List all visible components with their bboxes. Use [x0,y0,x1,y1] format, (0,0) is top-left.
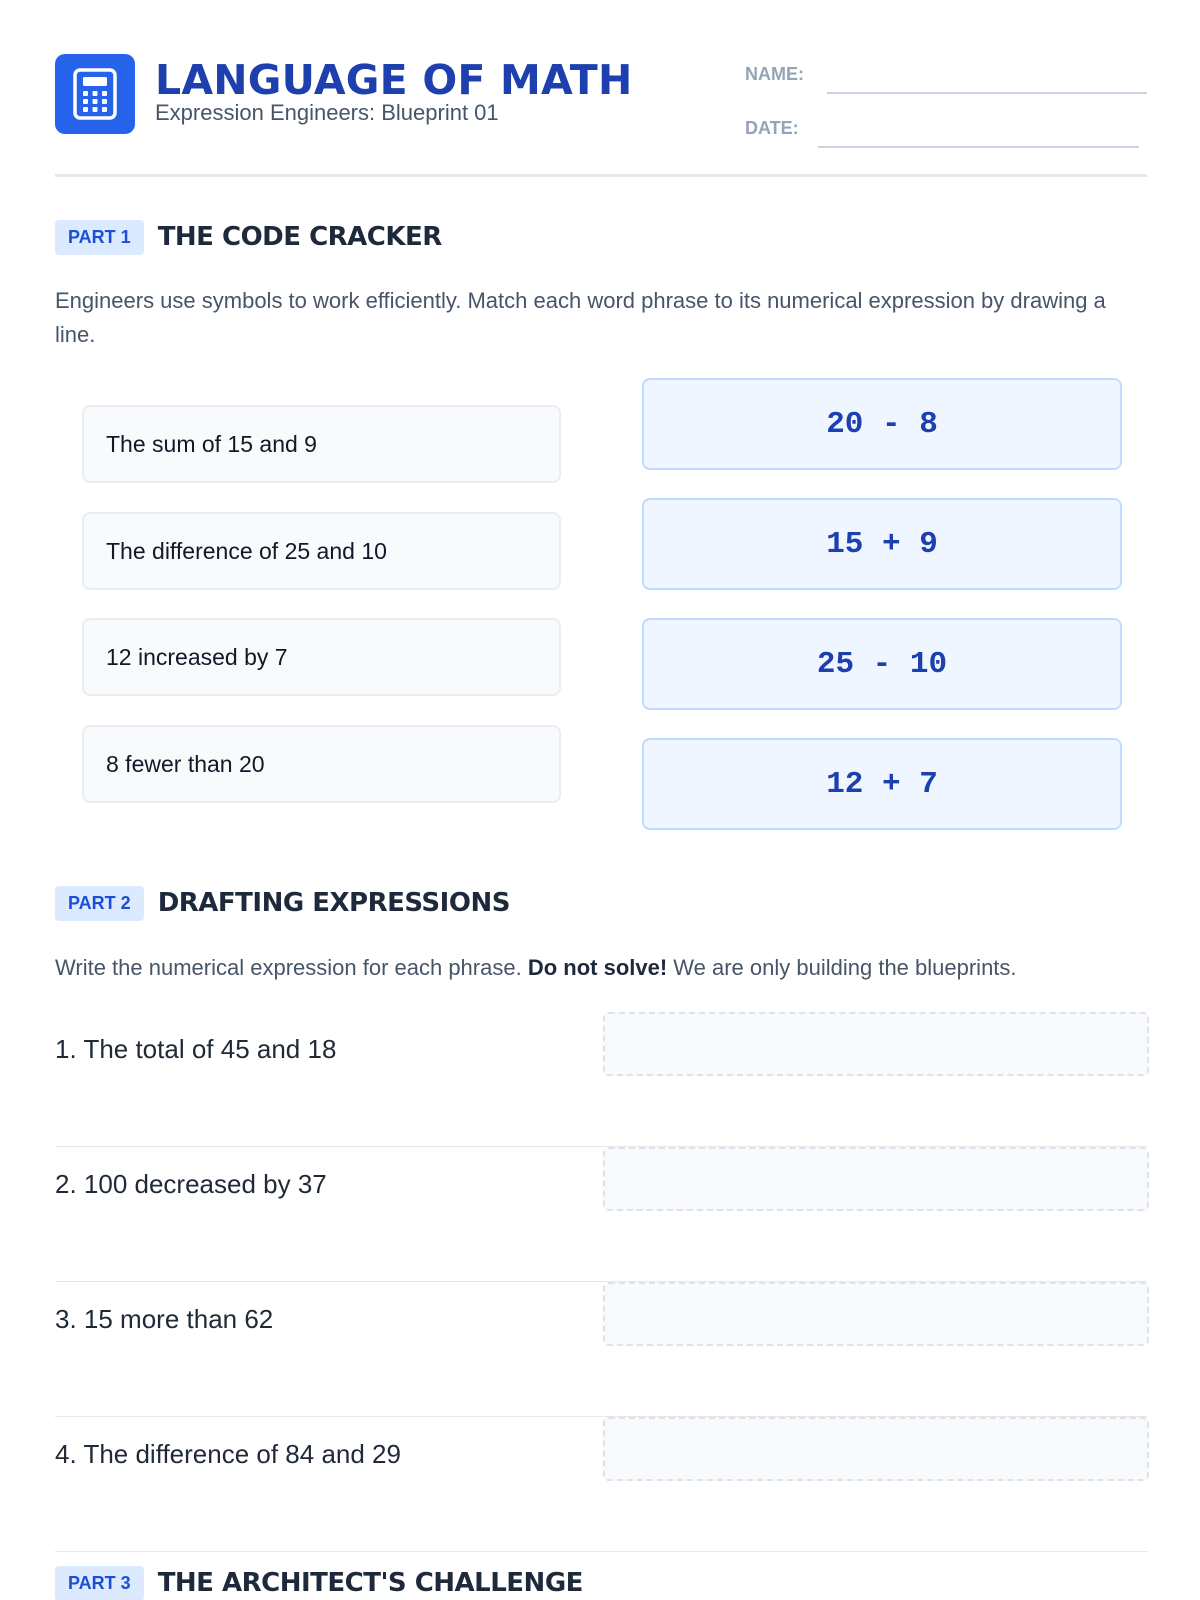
name-field [745,54,1147,94]
instructions-emphasis: Do not solve! [527,955,668,980]
phrase-text: The difference of 25 and 10 [106,538,387,564]
part2-title: DRAFTING EXPRESSIONS [157,888,510,918]
phrase-card[interactable] [82,618,561,696]
name-input-line[interactable] [827,92,1147,94]
answer-box[interactable] [603,1147,1149,1211]
phrase-text: The sum of 15 and 9 [106,431,317,457]
instructions-text: Write the numerical expression for each phrase. [55,955,528,980]
date-label: DATE: [745,118,799,138]
part3-badge: PART 3 [55,1566,144,1600]
draft-question-row [55,1417,1147,1552]
draft-question-row [55,1012,1147,1147]
expression-card[interactable] [642,618,1122,710]
expression-card[interactable] [642,378,1122,470]
draft-question-row [55,1282,1147,1417]
expression-card[interactable] [642,738,1122,830]
part2-badge: PART 2 [55,886,144,921]
instructions-text-end: We are only building the blueprints. [667,955,1017,980]
phrase-card[interactable] [82,725,561,803]
part2-heading [55,886,510,920]
header-divider [55,174,1147,177]
part3-heading [55,1566,583,1600]
date-input-line[interactable] [818,144,1139,148]
part2-instructions [55,951,1147,985]
part1-badge: PART 1 [55,220,144,255]
draft-question-row [55,1147,1147,1282]
phrase-card[interactable] [82,512,561,590]
expression-card[interactable] [642,498,1122,590]
question-text: 3. 15 more than 62 [55,1304,274,1334]
question-text: 2. 100 decreased by 37 [55,1169,327,1199]
answer-box[interactable] [603,1282,1149,1346]
answer-box[interactable] [603,1417,1149,1481]
part1-instructions: Engineers use symbols to work efficiently. Match each word phrase to its numerical expression by drawing a line. [55,288,1106,347]
date-field [745,108,1147,148]
expression-text: 25 - 10 [816,646,948,682]
question-text: 1. The total of 45 and 18 [55,1034,337,1064]
part3-title: THE ARCHITECT'S CHALLENGE [157,1568,583,1598]
worksheet-header [55,54,1147,178]
name-label: NAME: [745,64,804,84]
phrase-text: 8 fewer than 20 [106,751,265,777]
expression-text: 20 - 8 [826,406,938,442]
answer-box[interactable] [603,1012,1149,1076]
expression-text: 12 + 7 [826,766,938,802]
question-text: 4. The difference of 84 and 29 [55,1439,401,1469]
part1-title: THE CODE CRACKER [157,222,442,252]
calculator-icon [55,54,135,134]
phrase-card[interactable] [82,405,561,483]
expression-text: 15 + 9 [826,526,938,562]
page-subtitle: Expression Engineers: Blueprint 01 [155,100,499,125]
page-title: LANGUAGE OF MATH [155,56,633,104]
phrase-text: 12 increased by 7 [106,644,288,670]
part1-heading [55,220,442,254]
